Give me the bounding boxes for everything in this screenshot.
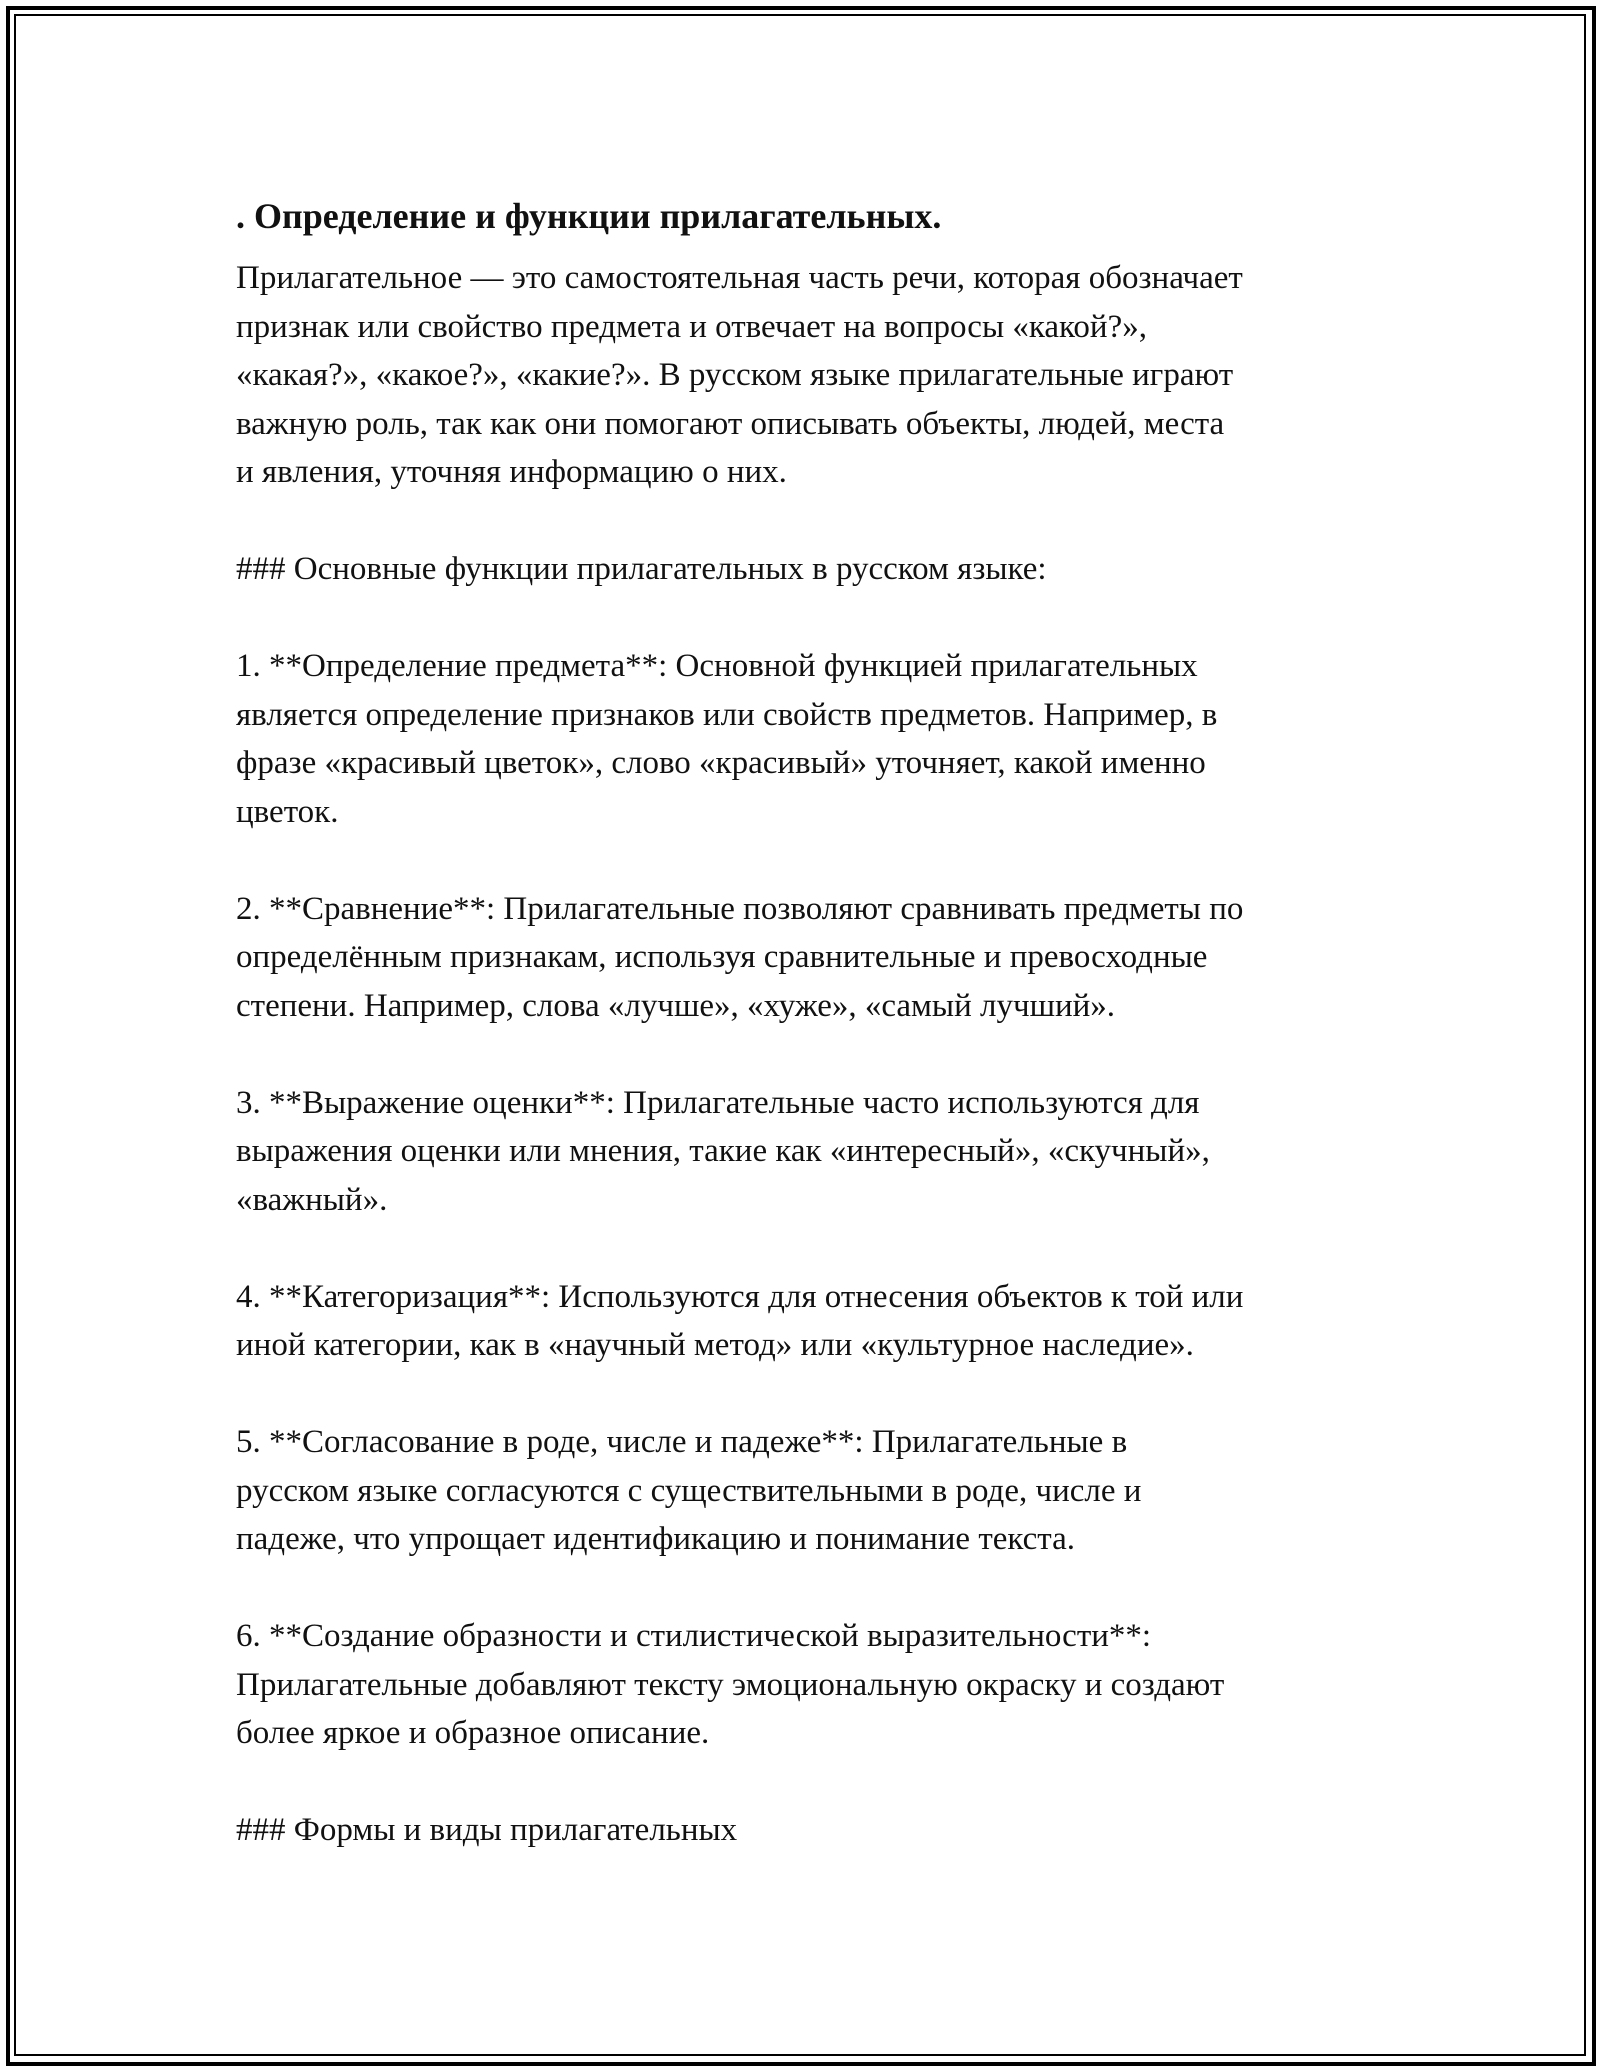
list-item-4: 4. **Категоризация**: Используются для отнесения объектов к той или иной категории, как в «научный метод» или «культурное наследие».	[236, 1278, 1244, 1363]
document-title: . Определение и функции прилагательных.	[236, 196, 942, 236]
list-item-2: 2. **Сравнение**: Прилагательные позволяют сравнивать предметы по определённым признакам, используя сравнительные и превосходные степени. Например, слова «лучше», «хуже», «самый лучший».	[236, 890, 1244, 1024]
section-heading-forms: ### Формы и виды прилагательных	[236, 1812, 738, 1848]
document-body	[236, 186, 1376, 1903]
list-item-3: 3. **Выражение оценки**: Прилагательные часто используются для выражения оценки или мнения, такие как «интересный», «скучный», «важный».	[236, 1084, 1210, 1218]
list-item-1: 1. **Определение предмета**: Основной функцией прилагательных является определение признаков или свойств предметов. Например, в фразе «красивый цветок», слово «красивый» уточняет, какой именно цветок.	[236, 648, 1218, 830]
section-heading-functions: ### Основные функции прилагательных в русском языке:	[236, 551, 1047, 587]
list-item-6: 6. **Создание образности и стилистической выразительности**: Прилагательные добавляют тексту эмоциональную окраску и создают более яркое и образное описание.	[236, 1618, 1225, 1751]
intro-paragraph: Прилагательное — это самостоятельная часть речи, которая обозначает признак или свойство предмета и отвечает на вопросы «какой?», «какая?», «какое?», «какие?». В русском языке прилагательные играют важную роль, так как они помогают описывать объекты, людей, места и явления, уточняя информацию о них.	[236, 260, 1243, 490]
list-item-5: 5. **Согласование в роде, числе и падеже**: Прилагательные в русском языке согласуются с существительными в роде, числе и падеже, что упрощает идентификацию и понимание текста.	[236, 1424, 1142, 1557]
